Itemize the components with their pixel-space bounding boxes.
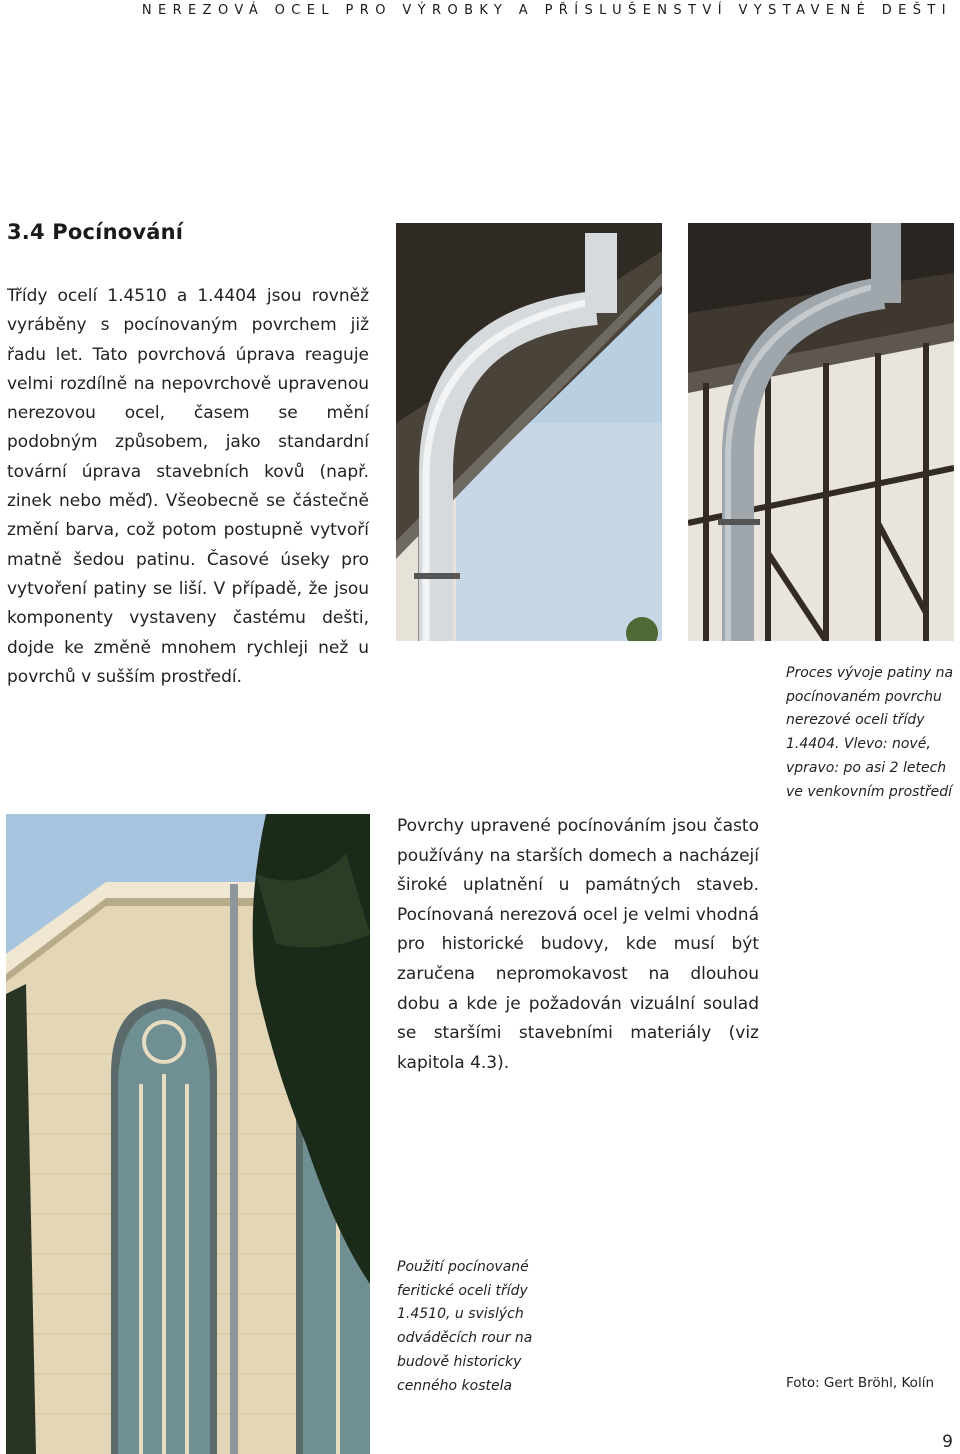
photo-credit: Foto: Gert Bröhl, Kolín (786, 1375, 934, 1391)
photo-weathered-downpipe (688, 223, 954, 641)
running-header: NEREZOVÁ OCEL PRO VÝROBKY A PŘÍSLUŠENSTVÍ VYSTAVENÉ DEŠTI (141, 3, 952, 18)
body-text (7, 282, 369, 692)
photo-church (6, 814, 370, 1454)
section-title: 3.4 Pocínování (7, 220, 184, 244)
body-paragraph: Třídy ocelí 1.4510 a 1.4404 jsou rovněž vyráběny s pocínovaným povrchem již řadu let. Tato povrchová úprava reaguje velmi rozdílně na nepovrchově upravenou nerezovou ocel, časem se mění podobným způsobem, jako standardní tovární úprava stavebních kovů (např. zinek nebo měď). Všeobecně se částečně změní barva, což potom postupně vytvoří matně šedou patinu. Časové úseky pro vytvoření patiny se liší. V případě, že jsou komponenty vystaveny častému dešti, dojde ke změně mnohem rychleji než u povrchů v sušším prostředí. (7, 286, 369, 687)
church-caption: Použití pocínované feritické oceli třídy 1.4510, u svislých odváděcích rour na budově historicky cenného kostela (397, 1259, 533, 1394)
page-number: 9 (942, 1432, 953, 1452)
photo-new-downpipe (396, 223, 662, 641)
second-text (397, 812, 759, 1078)
second-paragraph: Povrchy upravené pocínováním jsou často používány na starších domech a nacházejí široké uplatnění u památných staveb. Pocínovaná nerezová ocel je velmi vhodná pro historické budovy, kde musí být zaručena nepromokavost na dlouhou dobu a kde je požadován vizuální soulad se staršími stavebními materiály (viz kapitola 4.3). (397, 816, 759, 1073)
patina-caption: Proces vývoje patiny na pocínovaném povrchu nerezové oceli třídy 1.4404. Vlevo: nové, vpravo: po asi 2 letech ve venkovním prostředí (786, 665, 954, 800)
